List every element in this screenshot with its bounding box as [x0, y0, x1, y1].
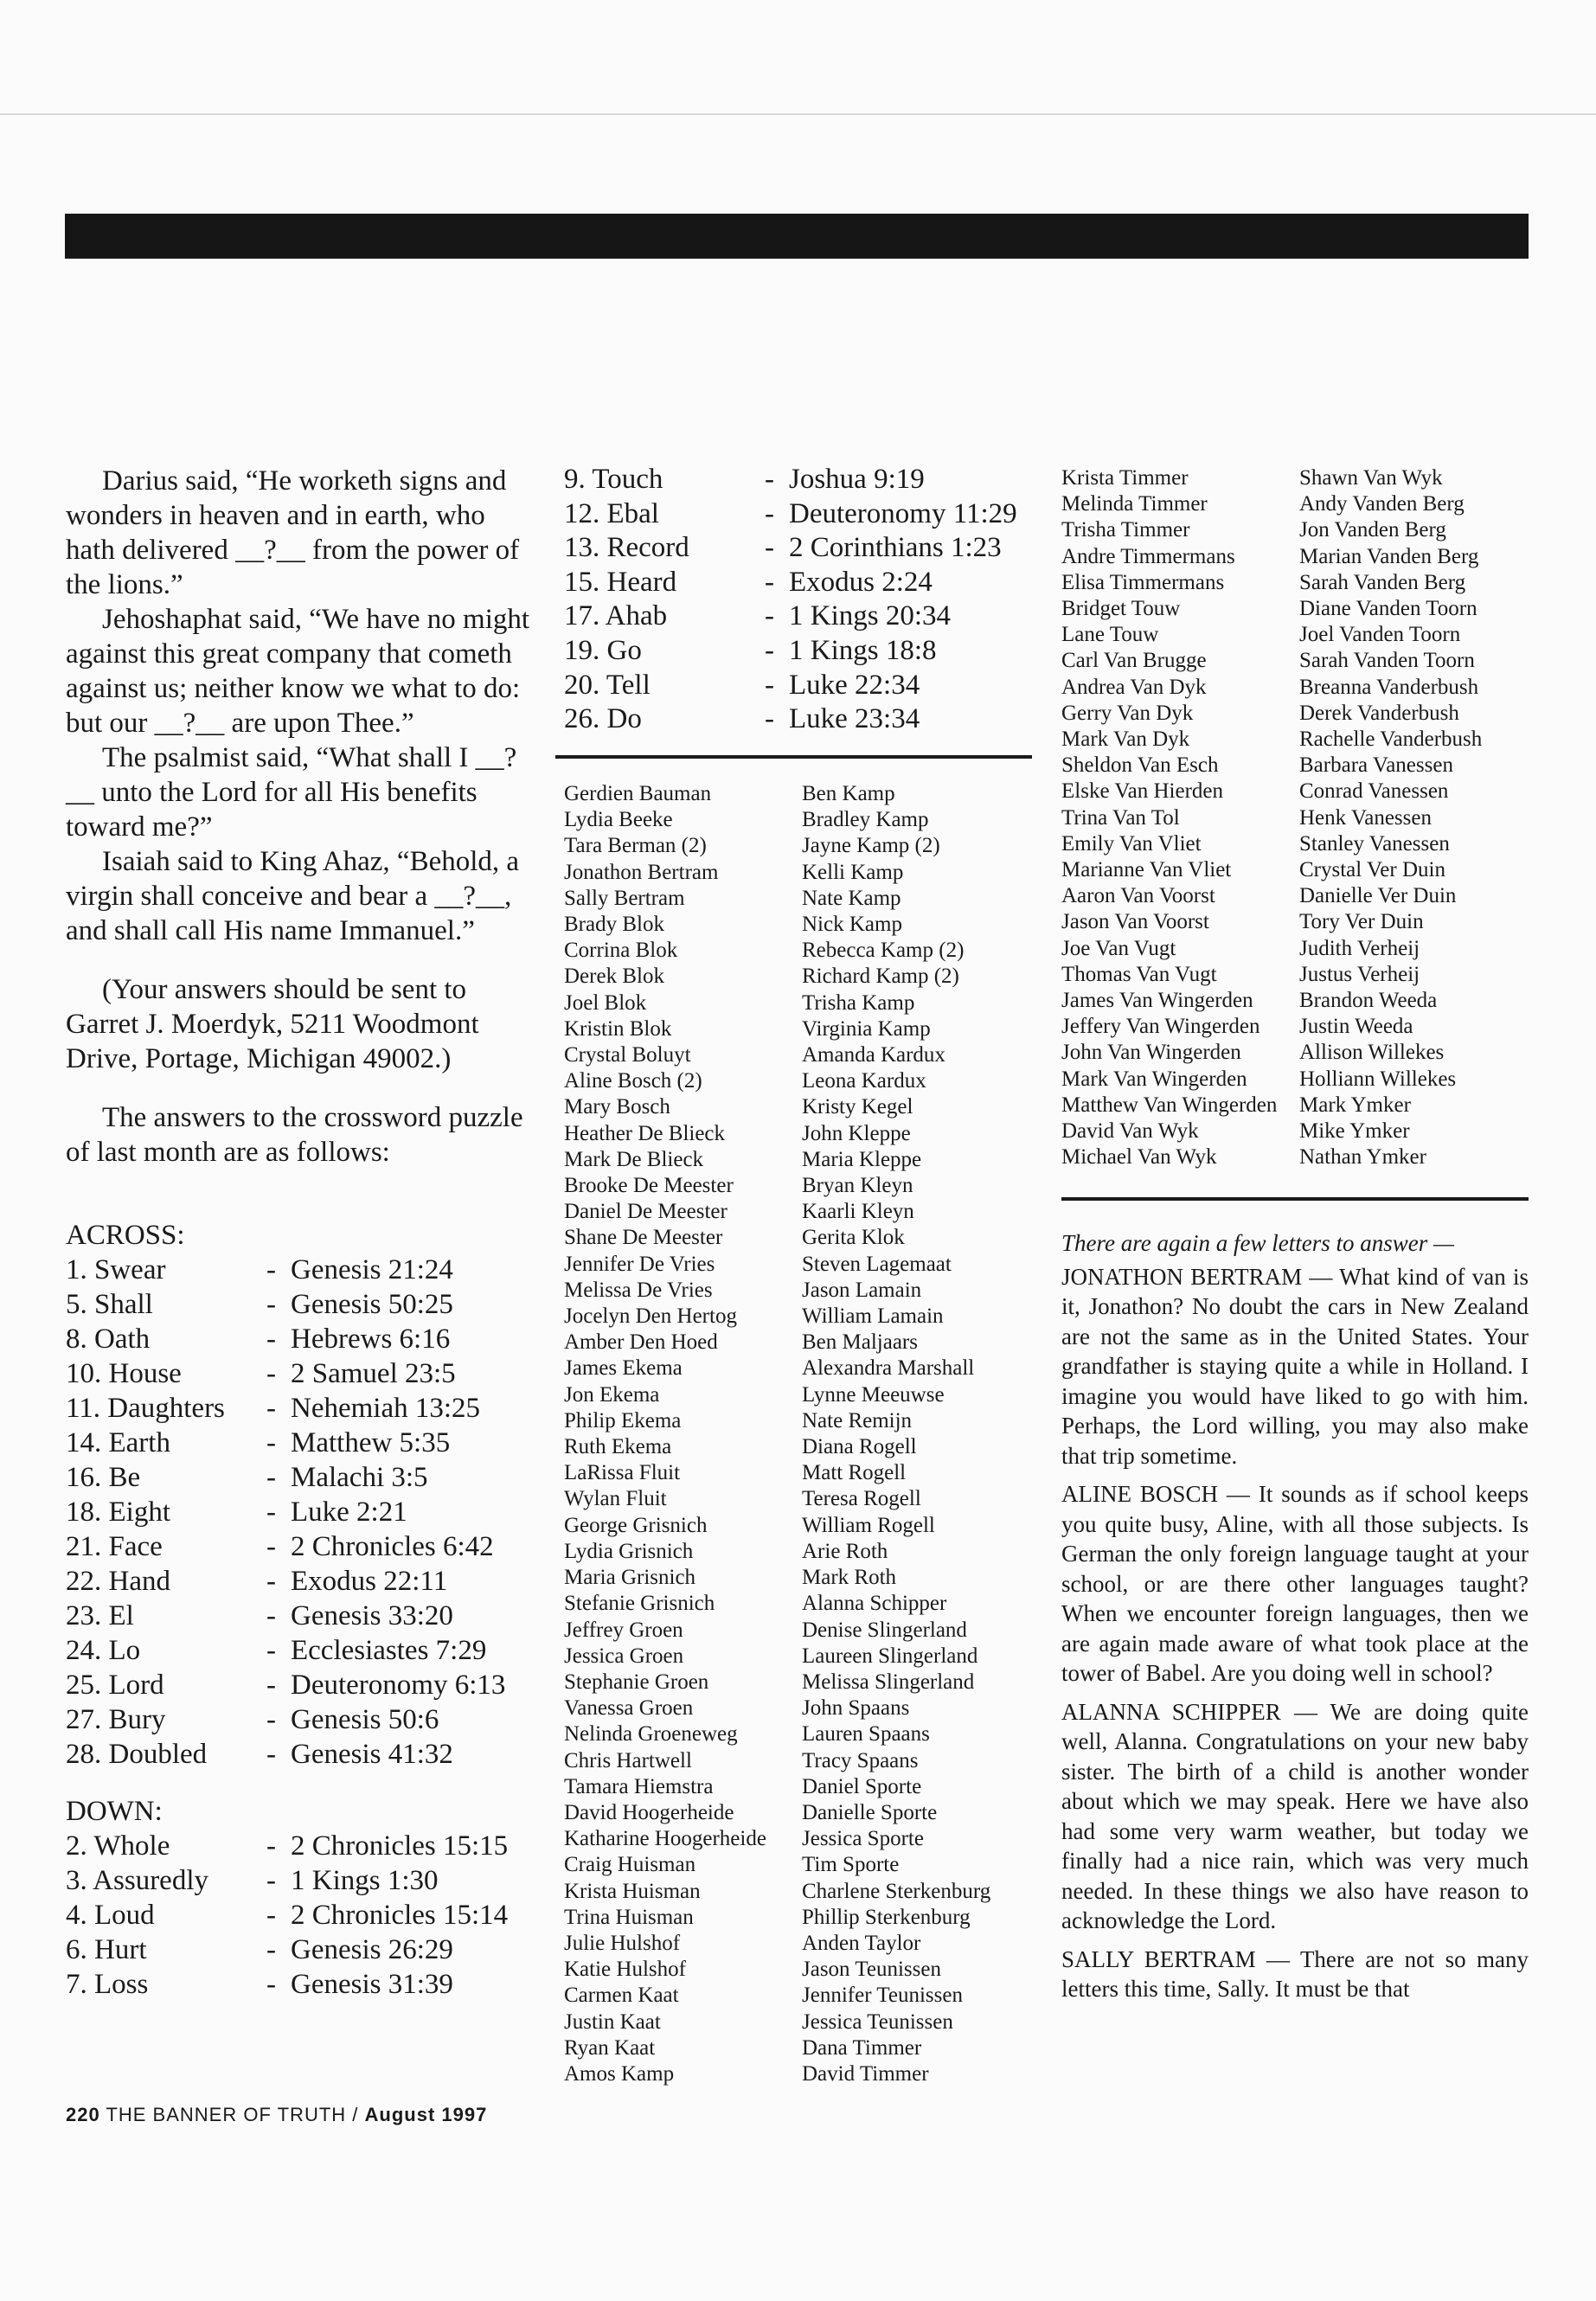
answer-row [564, 464, 1017, 498]
contributor-name: Ryan Kaat [564, 2035, 656, 2060]
contributor-name: Danielle Sporte [802, 1800, 938, 1824]
contributor-name: Tracy Spaans [802, 1748, 919, 1772]
answer-row [66, 1287, 505, 1322]
answer-row [66, 1967, 508, 2002]
answer-row [66, 1668, 505, 1702]
contributor-name: Nathan Ymker [1299, 1145, 1426, 1170]
contributor-name: David Timmer [802, 2061, 929, 2086]
contributor-name: Dana Timmer [802, 2035, 922, 2060]
contributor-name: Wylan Fluit [564, 1487, 667, 1511]
contributor-name: Tamara Hiemstra [564, 1774, 714, 1798]
contributor-name: Jessica Groen [564, 1644, 684, 1668]
answer-word: 21. Face [66, 1531, 163, 1562]
across-heading: ACROSS: [66, 1220, 185, 1251]
answer-word: 14. Earth [66, 1427, 170, 1458]
contributor-name: Ruth Ekema [564, 1435, 672, 1459]
contributor-name: Conrad Vanessen [1299, 779, 1449, 804]
answer-row [66, 1495, 505, 1529]
column-rule [555, 755, 1032, 759]
contributor-name: Mike Ymker [1299, 1119, 1410, 1144]
quiz-paragraph: Jehoshaphat said, “We have no might against this great company that cometh against us; neither know we what to do: but our __?__ are upon Thee.” [66, 604, 530, 739]
answer-reference: 2 Chronicles 15:14 [291, 1900, 509, 1931]
answer-word: 18. Eight [66, 1497, 170, 1528]
contributor-name: Matthew Van Wingerden [1061, 1093, 1278, 1117]
contributor-name: Kristin Blok [564, 1016, 672, 1041]
contributor-name: Barbara Vanessen [1299, 753, 1453, 778]
contributor-name: Brady Blok [564, 913, 664, 937]
down-answers [66, 1829, 508, 2002]
contributor-name: David Hoogerheide [564, 1800, 734, 1824]
answer-word: 3. Assuredly [66, 1865, 208, 1896]
answer-reference: 1 Kings 1:30 [291, 1865, 439, 1896]
contributor-name: Craig Huisman [564, 1853, 696, 1877]
answer-word: 13. Record [564, 532, 689, 564]
contributor-name: James Ekema [564, 1356, 683, 1381]
letter-reply: SALLY BERTRAM — There are not so many letters this time, Sally. It must be that [1061, 1945, 1529, 2002]
contributor-name: Trisha Timmer [1061, 518, 1190, 542]
letter-reply: ALINE BOSCH — It sounds as if school keeps you quite busy, Aline, with all those subjects. Is German the only foreign language taught at your school, or are there other languages taught? When we encounter foreign languages, then we are again made aware of what took place at the tower of Babel. Are you doing well in school? [1061, 1481, 1529, 1686]
answer-reference: Exodus 22:11 [291, 1566, 448, 1597]
contributor-name: Tara Berman (2) [564, 834, 707, 858]
answer-word: 22. Hand [66, 1566, 170, 1597]
answer-reference: Genesis 41:32 [291, 1739, 453, 1770]
answer-row [66, 1932, 508, 1967]
answer-word: 6. Hurt [66, 1934, 147, 1965]
answer-reference: Genesis 33:20 [291, 1600, 453, 1631]
answer-dash: - [266, 1531, 276, 1562]
contributor-name: John Spaans [802, 1696, 910, 1721]
contributor-name: Stefanie Grisnich [564, 1592, 715, 1616]
contributor-name: Julie Hulshof [564, 1931, 681, 1955]
contributor-name: Corrina Blok [564, 939, 678, 963]
answer-row [564, 703, 1017, 738]
contributor-name: Shane De Meester [564, 1226, 723, 1250]
contributor-name: Jon Vanden Berg [1299, 518, 1446, 542]
answer-row [66, 1391, 505, 1426]
across-answers [66, 1253, 505, 1772]
contributor-name: Jeffrey Groen [564, 1618, 683, 1642]
contributor-name: Katharine Hoogerheide [564, 1827, 766, 1851]
answer-word: 8. Oath [66, 1324, 151, 1355]
contributor-name: Derek Blok [564, 965, 664, 989]
contributor-name: Lauren Spaans [802, 1722, 930, 1747]
answer-word: 9. Touch [564, 464, 663, 495]
contributor-name: David Van Wyk [1061, 1119, 1199, 1144]
contributor-name: Gerita Klok [802, 1226, 905, 1250]
answer-dash: - [266, 1358, 276, 1389]
contributor-name: James Van Wingerden [1061, 989, 1253, 1013]
contributor-name: Richard Kamp (2) [802, 965, 959, 989]
answer-dash: - [266, 1704, 276, 1735]
contributor-name: Melissa Slingerland [802, 1670, 975, 1694]
letter-reply: ALANNA SCHIPPER — We are doing quite well, Alanna. Congratulations on your new baby sister. The birth of a child is another wonder about which we may speak. Here we have also had some very warm weather, but today we finally had a nice rain, which was very much needed. In these things we also have reason to acknowledge the Lord. [1061, 1698, 1529, 1933]
contributor-name: Jessica Teunissen [802, 2009, 953, 2034]
top-hairline [0, 113, 1596, 115]
answer-dash: - [266, 1393, 276, 1424]
answer-word: 12. Ebal [564, 497, 659, 529]
answer-reference: 2 Chronicles 6:42 [291, 1531, 494, 1562]
contributor-name: Justus Verheij [1299, 962, 1420, 986]
answer-row [564, 567, 1017, 601]
contributor-name: William Rogell [802, 1513, 935, 1537]
contributor-name: Chris Hartwell [564, 1748, 692, 1772]
contributor-name: Sarah Vanden Berg [1299, 570, 1466, 594]
answer-reference: Deuteronomy 11:29 [789, 497, 1017, 529]
answer-reference: Genesis 26:29 [291, 1934, 453, 1965]
answer-dash: - [765, 497, 774, 529]
contributor-name: Anden Taylor [802, 1931, 921, 1955]
letter-reply: JONATHON BERTRAM — What kind of van is it, Jonathon? No doubt the cars in New Zealand are not the same as in the United States. Your grandfather is staying quite a while in Holland. I imagine you would have liked to go with him. Perhaps, the Lord willing, you may also make that trip sometime. [1061, 1263, 1529, 1469]
answer-row [564, 600, 1017, 635]
answer-word: 5. Shall [66, 1289, 153, 1320]
answer-reference: Genesis 50:6 [291, 1704, 439, 1735]
answer-word: 2. Whole [66, 1830, 170, 1862]
names-list-d [1299, 465, 1482, 1170]
down-heading: DOWN: [66, 1796, 163, 1827]
contributor-name: Amos Kamp [564, 2061, 675, 2086]
answer-word: 24. Lo [66, 1635, 141, 1666]
contributor-name: Gerdien Bauman [564, 782, 712, 805]
answer-row [564, 498, 1017, 533]
contributor-name: Trina Van Tol [1061, 805, 1180, 830]
contributor-name: Diane Vanden Toorn [1299, 597, 1477, 621]
answer-dash: - [266, 1670, 276, 1701]
contributor-name: Joe Van Vugt [1061, 936, 1176, 960]
contributor-name: Jason Teunissen [802, 1958, 941, 1982]
answer-dash: - [266, 1497, 276, 1528]
contributor-name: Nate Kamp [802, 886, 901, 910]
answer-row [66, 1898, 508, 1932]
contributor-name: Heather De Blieck [564, 1121, 726, 1145]
contributor-name: Elisa Timmermans [1061, 570, 1225, 594]
answer-word: 1. Swear [66, 1254, 166, 1285]
answer-reference: 2 Corinthians 1:23 [789, 532, 1002, 564]
contributor-name: Daniel De Meester [564, 1200, 727, 1224]
answer-word: 16. Be [66, 1462, 141, 1493]
contributor-name: Mark Roth [802, 1566, 897, 1590]
answer-word: 10. House [66, 1358, 182, 1389]
contributor-name: Bridget Touw [1061, 597, 1181, 621]
contributor-name: Michael Van Wyk [1061, 1145, 1217, 1170]
answer-dash: - [266, 1462, 276, 1493]
answer-dash: - [266, 1969, 276, 2000]
answer-reference: Matthew 5:35 [291, 1427, 451, 1458]
issue-date: August 1997 [364, 2104, 488, 2125]
contributor-name: Amber Den Hoed [564, 1330, 718, 1355]
answer-dash: - [266, 1600, 276, 1631]
contributor-name: Melissa De Vries [564, 1278, 713, 1302]
contributor-name: Jessica Sporte [802, 1827, 924, 1851]
answer-word: 15. Heard [564, 566, 677, 598]
answer-row [564, 635, 1017, 670]
contributor-name: Mark Ymker [1299, 1093, 1411, 1117]
contributor-name: Philip Ekema [564, 1408, 682, 1433]
header-bar [65, 214, 1529, 259]
contributor-name: Leona Kardux [802, 1069, 926, 1093]
contributor-name: Rachelle Vanderbush [1299, 727, 1483, 752]
contributor-name: John Kleppe [802, 1121, 911, 1145]
contributor-name: Danielle Ver Duin [1299, 884, 1457, 908]
contributor-name: Nelinda Groeneweg [564, 1722, 738, 1747]
answer-dash: - [266, 1934, 276, 1965]
contributor-name: Krista Timmer [1061, 466, 1189, 490]
contributor-name: Judith Verheij [1299, 936, 1420, 960]
contributor-name: Daniel Sporte [802, 1774, 922, 1798]
answer-reference: Luke 22:34 [789, 669, 920, 701]
contributor-name: Arie Roth [802, 1539, 888, 1563]
contributor-name: Alanna Schipper [802, 1592, 947, 1616]
contributor-name: Jason Van Voorst [1061, 910, 1209, 934]
contributor-name: Vanessa Groen [564, 1696, 694, 1721]
answer-row [66, 1737, 505, 1772]
answer-row [66, 1702, 505, 1737]
contributor-name: Bryan Kleyn [802, 1174, 913, 1198]
contributor-name: Shawn Van Wyk [1299, 466, 1443, 490]
contributor-name: Melinda Timmer [1061, 492, 1208, 516]
contributor-name: Sarah Vanden Toorn [1299, 649, 1475, 673]
answer-reference: 1 Kings 18:8 [789, 634, 937, 666]
contributor-name: John Van Wingerden [1061, 1041, 1241, 1065]
contributor-name: Tim Sporte [802, 1853, 900, 1877]
answer-dash: - [266, 1289, 276, 1320]
contributor-name: Jonathon Bertram [564, 860, 719, 884]
contributor-name: Mark Van Wingerden [1061, 1067, 1247, 1091]
answer-word: 20. Tell [564, 669, 651, 701]
answer-reference: Genesis 31:39 [291, 1969, 453, 2000]
names-list-c [1061, 465, 1277, 1170]
contributor-name: Alexandra Marshall [802, 1356, 975, 1381]
contributor-name: Phillip Sterkenburg [802, 1905, 971, 1929]
answer-row [66, 1829, 508, 1863]
answer-row [66, 1426, 505, 1460]
answer-reference: 2 Chronicles 15:15 [291, 1830, 509, 1862]
contributor-name: Rebecca Kamp (2) [802, 939, 965, 963]
contributor-name: Mary Bosch [564, 1095, 670, 1119]
answer-dash: - [266, 1427, 276, 1458]
contributor-name: Lydia Grisnich [564, 1539, 694, 1563]
answer-row [66, 1633, 505, 1668]
contributor-name: Kelli Kamp [802, 860, 904, 884]
footer-separator: / [352, 2104, 359, 2125]
answer-reference: Deuteronomy 6:13 [291, 1670, 506, 1701]
contributor-name: Nate Remijn [802, 1408, 913, 1433]
quiz-column [66, 464, 531, 2002]
contributor-name: LaRissa Fluit [564, 1461, 681, 1485]
contributor-name: Diana Rogell [802, 1435, 917, 1459]
contributor-name: Sheldon Van Esch [1061, 753, 1219, 778]
contributor-name: Jeffery Van Wingerden [1061, 1015, 1260, 1039]
contributor-name: Trisha Kamp [802, 990, 915, 1015]
contributor-name: George Grisnich [564, 1513, 708, 1537]
contributor-name: Jon Ekema [564, 1382, 660, 1407]
contributor-name: Ben Maljaars [802, 1330, 918, 1355]
answer-row [66, 1863, 508, 1898]
contributor-name: Maria Grisnich [564, 1566, 696, 1590]
answer-dash: - [765, 634, 774, 666]
contributor-name: Derek Vanderbush [1299, 701, 1459, 725]
contributor-name: Tory Ver Duin [1299, 910, 1424, 934]
contributor-name: Crystal Boluyt [564, 1043, 691, 1067]
answer-reference: Genesis 50:25 [291, 1289, 453, 1320]
answer-dash: - [765, 464, 774, 495]
magazine-name: THE BANNER OF TRUTH [106, 2104, 347, 2125]
answer-dash: - [266, 1635, 276, 1666]
contributor-name: Virginia Kamp [802, 1016, 931, 1041]
contributor-name: Justin Weeda [1299, 1015, 1413, 1039]
contributor-name: Andy Vanden Berg [1299, 492, 1465, 516]
letters-rule [1061, 1197, 1529, 1201]
contributor-name: Mark Van Dyk [1061, 727, 1190, 752]
answer-word: 26. Do [564, 703, 642, 735]
contributor-name: Aaron Van Voorst [1061, 884, 1215, 908]
page-footer [66, 2104, 487, 2126]
answer-dash: - [765, 669, 774, 701]
answer-reference: Hebrews 6:16 [291, 1324, 451, 1355]
answer-reference: 1 Kings 20:34 [789, 600, 952, 632]
contributor-name: Thomas Van Vugt [1061, 962, 1217, 986]
quiz-paragraph: Isaiah said to King Ahaz, “Behold, a virgin shall conceive and bear a __?__, and shall call His name Immanuel.” [66, 846, 520, 946]
answer-word: 25. Lord [66, 1670, 164, 1701]
contributor-name: Lane Touw [1061, 623, 1159, 647]
contributor-name: Gerry Van Dyk [1061, 701, 1194, 725]
answer-word: 27. Bury [66, 1704, 166, 1735]
contributor-name: Brandon Weeda [1299, 989, 1438, 1013]
contributor-name: Kristy Kegel [802, 1095, 913, 1119]
quiz-paragraph: Darius said, “He worketh signs and wonders in heaven and in earth, who hath delivered __?__ from the power of the lions.” [66, 465, 520, 600]
contributor-name: Breanna Vanderbush [1299, 675, 1479, 699]
answer-row [66, 1564, 505, 1599]
answer-dash: - [765, 532, 774, 564]
answer-word: 4. Loud [66, 1900, 155, 1931]
contributor-name: Maria Kleppe [802, 1147, 922, 1171]
contributor-name: Nick Kamp [802, 913, 902, 937]
answer-word: 17. Ahab [564, 600, 668, 632]
contributor-name: Carmen Kaat [564, 1984, 679, 2008]
contributor-name: Marianne Van Vliet [1061, 858, 1232, 882]
answer-row [66, 1460, 505, 1495]
contributor-name: Marian Vanden Berg [1299, 544, 1479, 568]
answer-word: 28. Doubled [66, 1739, 208, 1770]
answer-word: 19. Go [564, 634, 642, 666]
contributor-name: Denise Slingerland [802, 1618, 967, 1642]
contributor-name: Crystal Ver Duin [1299, 858, 1445, 882]
contributor-name: Trina Huisman [564, 1905, 694, 1929]
contributor-name: Stephanie Groen [564, 1670, 709, 1694]
answer-row [66, 1356, 505, 1391]
contributor-name: Lydia Beeke [564, 808, 673, 832]
contributor-name: Jayne Kamp (2) [802, 834, 940, 858]
contributor-name: Laureen Slingerland [802, 1644, 978, 1668]
answer-row [564, 670, 1017, 704]
answer-row [66, 1599, 505, 1633]
contributor-name: Jennifer Teunissen [802, 1984, 963, 2008]
letters-section [1061, 1228, 1529, 2013]
contributor-name: Joel Blok [564, 990, 647, 1015]
answer-row [66, 1322, 505, 1356]
answer-reference: Nehemiah 13:25 [291, 1393, 481, 1424]
contributor-name: Andre Timmermans [1061, 544, 1235, 568]
contributor-name: Katie Hulshof [564, 1958, 686, 1982]
letters-intro: There are again a few letters to answer — [1061, 1230, 1454, 1256]
down-continued [564, 464, 1031, 738]
answer-row [66, 1529, 505, 1564]
contributor-name: Teresa Rogell [802, 1487, 921, 1511]
contributor-name: Jason Lamain [802, 1278, 922, 1302]
answer-dash: - [266, 1254, 276, 1285]
send-note: (Your answers should be sent to Garret J. Moerdyk, 5211 Woodmont Drive, Portage, Michigan 49002.) [66, 974, 479, 1074]
names-list-a [564, 781, 766, 2087]
answer-dash: - [266, 1566, 276, 1597]
names-list-b [802, 781, 990, 2087]
answer-reference: Ecclesiastes 7:29 [291, 1635, 487, 1666]
contributor-name: Stanley Vanessen [1299, 831, 1450, 856]
answer-reference: Joshua 9:19 [789, 464, 925, 495]
answer-row [66, 1253, 505, 1287]
contributor-name: Joel Vanden Toorn [1299, 623, 1461, 647]
contributor-name: Lynne Meeuwse [802, 1382, 945, 1407]
answer-reference: Luke 23:34 [789, 703, 920, 735]
answer-word: 23. El [66, 1600, 134, 1631]
answer-dash: - [765, 703, 774, 735]
contributor-name: Sally Bertram [564, 886, 685, 910]
answer-word: 7. Loss [66, 1969, 149, 2000]
contributor-name: Allison Willekes [1299, 1041, 1445, 1065]
contributor-name: Ben Kamp [802, 782, 895, 805]
answer-reference: Genesis 21:24 [291, 1254, 453, 1285]
answer-row [564, 532, 1017, 567]
answer-dash: - [266, 1324, 276, 1355]
contributor-name: Henk Vanessen [1299, 805, 1432, 830]
answer-reference: Luke 2:21 [291, 1497, 407, 1528]
contributor-name: Krista Huisman [564, 1879, 701, 1903]
contributor-name: Kaarli Kleyn [802, 1200, 914, 1224]
quiz-paragraph: The psalmist said, “What shall I __?__ unto the Lord for all His benefits toward me?” [66, 742, 517, 843]
answer-word: 11. Daughters [66, 1393, 225, 1424]
answer-dash: - [266, 1739, 276, 1770]
contributor-name: Amanda Kardux [802, 1043, 945, 1067]
answer-dash: - [765, 566, 774, 598]
contributor-name: Aline Bosch (2) [564, 1069, 702, 1093]
answer-reference: Exodus 2:24 [789, 566, 933, 598]
contributor-name: Brooke De Meester [564, 1174, 734, 1198]
answer-dash: - [765, 600, 774, 632]
down-continued-answers [564, 464, 1017, 738]
contributor-name: Elske Van Hierden [1061, 779, 1223, 804]
page-number: 220 [66, 2104, 100, 2125]
contributor-name: Matt Rogell [802, 1461, 907, 1485]
answer-dash: - [266, 1900, 276, 1931]
contributor-name: Jocelyn Den Hertog [564, 1304, 737, 1329]
contributor-name: William Lamain [802, 1304, 944, 1329]
contributor-name: Justin Kaat [564, 2009, 661, 2034]
contributor-name: Andrea Van Dyk [1061, 675, 1207, 699]
contributor-name: Bradley Kamp [802, 808, 929, 832]
answer-reference: Malachi 3:5 [291, 1462, 428, 1493]
contributor-name: Charlene Sterkenburg [802, 1879, 991, 1903]
answers-intro: The answers to the crossword puzzle of last month are as follows: [66, 1102, 523, 1168]
contributor-name: Mark De Blieck [564, 1147, 704, 1171]
answer-dash: - [266, 1830, 276, 1862]
contributor-name: Emily Van Vliet [1061, 831, 1202, 856]
contributor-name: Jennifer De Vries [564, 1252, 715, 1276]
contributor-name: Holliann Willekes [1299, 1067, 1457, 1091]
answer-dash: - [266, 1865, 276, 1896]
contributor-name: Steven Lagemaat [802, 1252, 952, 1276]
answer-reference: 2 Samuel 23:5 [291, 1358, 456, 1389]
contributor-name: Carl Van Brugge [1061, 649, 1207, 673]
